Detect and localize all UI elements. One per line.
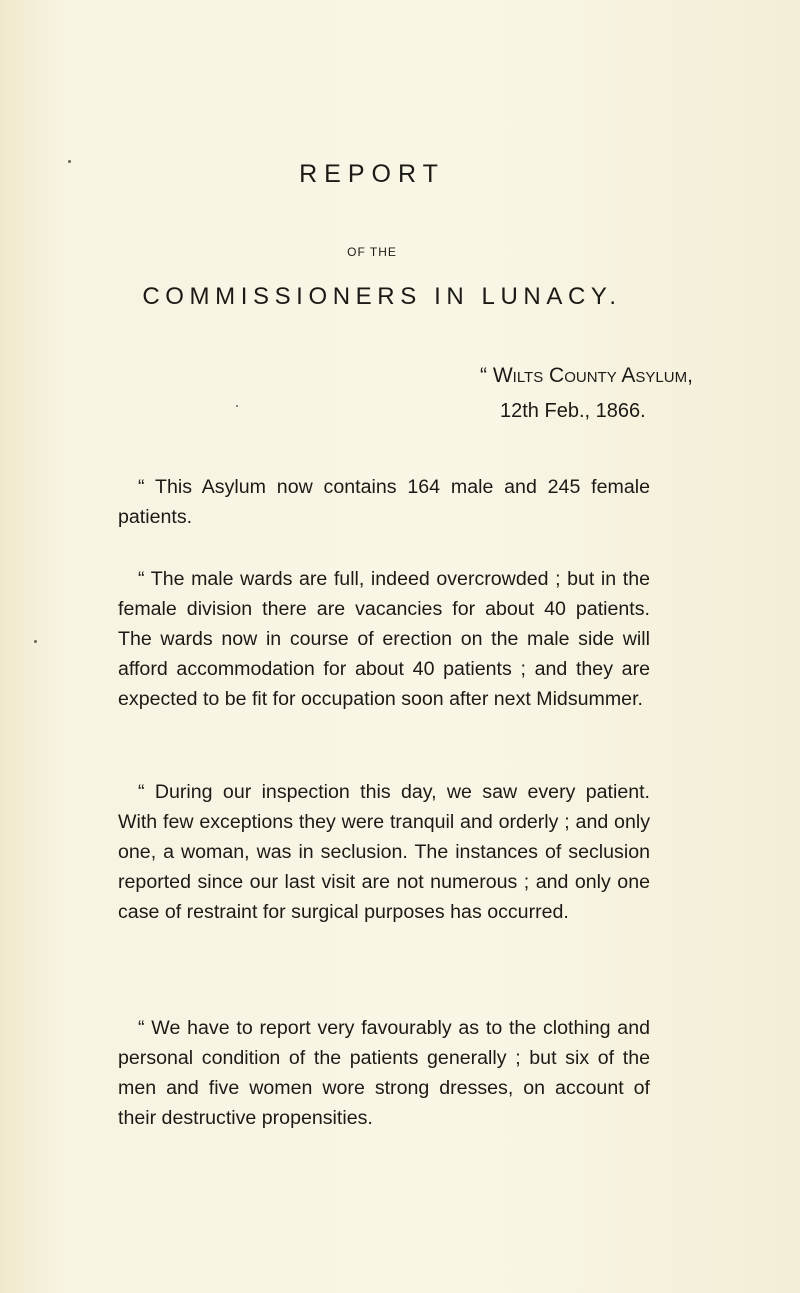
of-the-caption: OF THE [347, 245, 397, 259]
commissioners-heading: COMMISSIONERS IN LUNACY. [142, 283, 622, 310]
paragraph-inspection [118, 777, 650, 927]
paragraph-clothing [118, 1013, 650, 1133]
page-speck [34, 640, 37, 643]
asylum-location: “ Wilts County Asylum, [480, 364, 693, 387]
paragraph-text: “ During our inspection this day, we saw every patient. With few exceptions they were tranquil and orderly ; and only one, a woman, was in seclusion. The instances of seclusion reported since our last visit are not numerous ; and only one case of restraint for surgical purposes has occurred. [118, 781, 650, 923]
paragraph-wards [118, 564, 650, 714]
paragraph-text: “ The male wards are full, indeed overcrowded ; but in the female division there are vacancies for about 40 patients. The wards now in course of erection on the male side will afford accommodation for about 40 patients ; and they are expected to be fit for occupation soon after next Midsummer. [118, 568, 650, 710]
page-speck [236, 405, 238, 407]
paragraph-text: “ This Asylum now contains 164 male and 245 female patients. [118, 476, 650, 528]
report-date: 12th Feb., 1866. [500, 400, 646, 422]
paragraph-text: “ We have to report very favourably as to the clothing and personal condition of the patients generally ; but six of the men and five women wore strong dresses, on account of their destructive propensities. [118, 1017, 650, 1129]
paragraph-patient-count [118, 472, 650, 532]
report-title: REPORT [299, 160, 445, 188]
